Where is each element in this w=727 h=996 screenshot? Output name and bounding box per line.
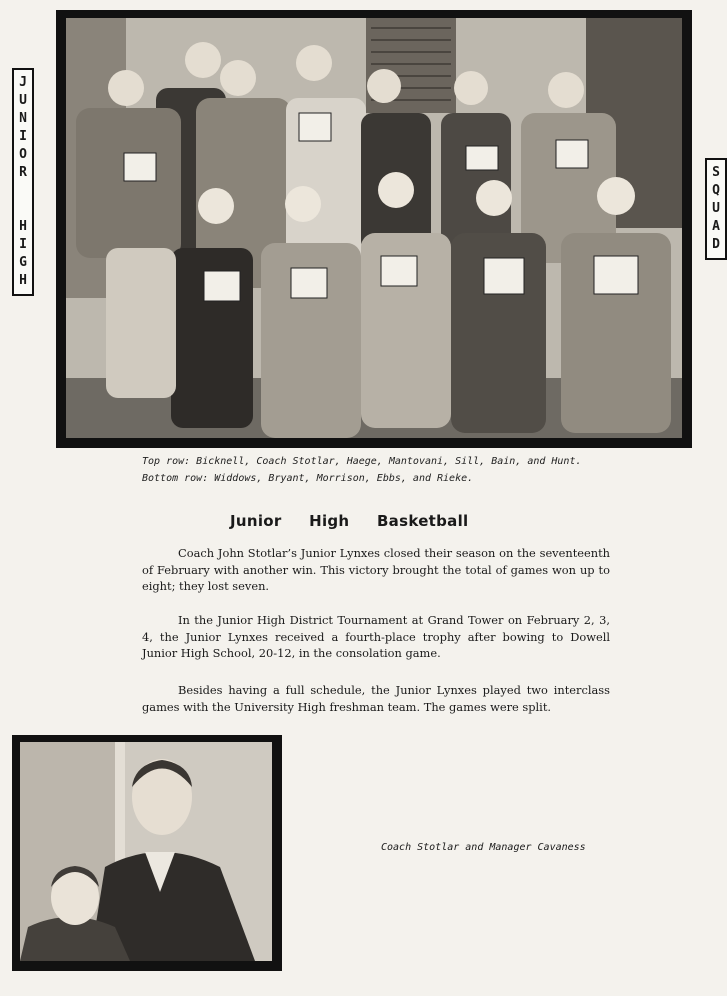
side-letter: J <box>19 75 27 90</box>
caption-top-row: Top row: Bicknell, Coach Stotlar, Haege, Mantovani, Sill, Bain, and Hunt. <box>142 456 582 467</box>
article-title: Junior High Basketball <box>230 512 469 530</box>
coach-photo-image <box>20 742 272 961</box>
side-letter: S <box>712 165 720 180</box>
side-label-spacer <box>16 182 30 218</box>
coach-photo-caption: Coach Stotlar and Manager Cavaness <box>381 842 586 853</box>
team-photo-image <box>66 18 682 438</box>
side-letter: G <box>19 255 27 270</box>
side-letter: A <box>712 219 720 234</box>
coach-photo <box>12 735 282 971</box>
side-letter: D <box>712 237 720 252</box>
team-photo-caption <box>142 453 612 487</box>
team-photo <box>56 10 692 448</box>
article-paragraph: Coach John Stotlar’s Junior Lynxes closed their season on the seventeenth of February with another win. This victory brought the total of games won up to eight; they lost seven. <box>142 546 610 593</box>
side-label-squad <box>705 158 727 260</box>
coach-photo-icon <box>20 742 272 961</box>
side-label-junior-high <box>12 68 34 296</box>
side-letter: U <box>712 201 720 216</box>
side-letter: R <box>19 165 27 180</box>
side-letter: H <box>19 273 27 288</box>
side-letter: U <box>19 93 27 108</box>
team-photo-icon <box>66 18 682 438</box>
article-paragraph: Besides having a full schedule, the Junior Lynxes played two interclass games with the University High freshman team. The games were split. <box>142 683 610 714</box>
side-letter: I <box>19 129 27 144</box>
article-paragraph: In the Junior High District Tournament at Grand Tower on February 2, 3, 4, the Junior Lynxes received a fourth-place trophy after bowing to Dowell Junior High School, 20-12, in the consolation game. <box>142 613 610 660</box>
side-letter: O <box>19 147 27 162</box>
side-letter: Q <box>712 183 720 198</box>
side-letter: I <box>19 237 27 252</box>
side-letter: H <box>19 219 27 234</box>
caption-bottom-row: Bottom row: Widdows, Bryant, Morrison, Ebbs, and Rieke. <box>142 473 474 484</box>
side-letter: N <box>19 111 27 126</box>
